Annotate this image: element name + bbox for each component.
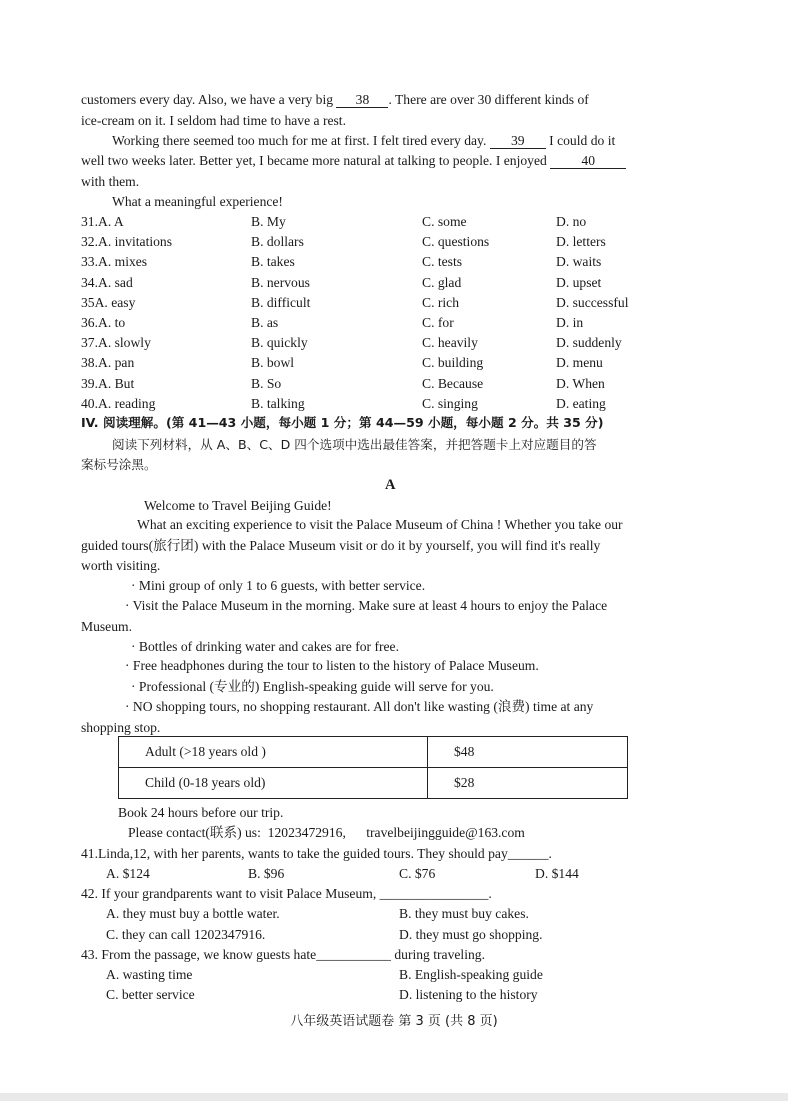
question-stem: 42. If your grandparents want to visit Palace Museum, ________________. <box>81 886 492 901</box>
question-number: 31. <box>81 214 98 229</box>
question-number: 33. <box>81 254 98 270</box>
bullet-item-cont: Museum. <box>81 619 132 634</box>
cloze-option-c: C. tests <box>422 254 463 270</box>
cloze-text: customers every day. Also, we have a very big <box>81 92 334 107</box>
cloze-option-d: D. suddenly <box>556 335 622 351</box>
cloze-option-a <box>81 395 155 413</box>
price-table <box>118 736 628 799</box>
question-number: 38. <box>81 355 98 371</box>
cloze-option-a <box>81 334 151 352</box>
table-row <box>119 737 628 768</box>
cloze-option-a <box>81 253 147 271</box>
table-cell: Child (0-18 years old) <box>119 768 428 799</box>
question-option: B. they must buy cakes. <box>399 906 529 921</box>
cloze-line-2: ice-cream on it. I seldom had time to have a rest. <box>81 113 346 128</box>
bullet-item: · Mini group of only 1 to 6 guests, with better service. <box>131 578 426 593</box>
option-text: A. mixes <box>98 254 148 270</box>
cloze-text: . There are over 30 different kinds of <box>388 92 589 107</box>
cloze-text: Working there seemed too much for me at first. I felt tired every day. <box>112 133 487 148</box>
bullet-item: · Bottles of drinking water and cakes are for free. <box>131 639 399 654</box>
question-option: C. they can call 1202347916. <box>106 927 266 942</box>
blank-40: 40 <box>550 153 626 169</box>
bullet-item: · Visit the Palace Museum in the morning. Make sure at least 4 hours to enjoy the Palace <box>125 598 608 613</box>
question-stem: 43. From the passage, we know guests hate___________ during traveling. <box>81 947 485 962</box>
blank-38: 38 <box>336 92 388 108</box>
option-text: A. A <box>98 214 124 229</box>
question-option: A. they must buy a bottle water. <box>106 906 280 921</box>
cloze-line-5: with them. <box>81 174 140 189</box>
cloze-line-1 <box>81 91 589 109</box>
cloze-option-c: C. Because <box>422 375 484 391</box>
cloze-option-b: B. as <box>251 315 279 330</box>
cloze-line-3 <box>112 132 615 150</box>
passage-label: A <box>385 477 396 493</box>
cloze-option-b: B. quickly <box>251 335 308 351</box>
cloze-option-d: D. successful <box>556 294 629 310</box>
question-option: A. wasting time <box>106 967 193 982</box>
cloze-text: I could do it <box>549 133 616 148</box>
cloze-option-a <box>81 375 134 393</box>
booking-note: Book 24 hours before our trip. <box>118 805 284 820</box>
bullet-item: · NO shopping tours, no shopping restaurant. All don't like wasting (浪费) time at any <box>125 699 594 714</box>
blank-39: 39 <box>490 133 546 149</box>
table-cell: $28 <box>428 768 628 799</box>
section-heading <box>81 414 604 432</box>
question-option: D. listening to the history <box>399 987 538 1002</box>
option-text: A. sad <box>98 274 133 290</box>
bullet-item-cont: shopping stop. <box>81 720 161 735</box>
option-text: A. slowly <box>98 335 151 351</box>
table-cell: $48 <box>428 737 628 768</box>
cloze-option-b: B. So <box>251 375 282 391</box>
question-stem: 41.Linda,12, with her parents, wants to take the guided tours. They should pay______. <box>81 846 552 861</box>
passage-line: guided tours(旅行团) with the Palace Museum visit or do it by yourself, you will find it's really <box>81 538 601 553</box>
cloze-option-b: B. dollars <box>251 234 304 250</box>
question-number: 40. <box>81 395 98 411</box>
cloze-option-d: D. letters <box>556 234 606 250</box>
cloze-option-b: B. takes <box>251 254 295 270</box>
contact-line: Please contact(联系) us: 12023472916, travelbeijingguide@163.com <box>128 825 525 840</box>
section-instruction-2: 案标号涂黑。 <box>81 457 157 472</box>
bullet-item: · Professional (专业的) English-speaking guide will serve for you. <box>131 679 494 694</box>
cloze-option-d: D. in <box>556 315 584 330</box>
cloze-option-b: B. talking <box>251 395 305 411</box>
question-number: 34. <box>81 274 98 290</box>
cloze-option-b: B. My <box>251 214 286 229</box>
question-option: C. better service <box>106 987 195 1002</box>
question-option: B. English-speaking guide <box>399 967 543 982</box>
cloze-option-d: D. waits <box>556 254 602 270</box>
option-text: A. pan <box>98 355 135 371</box>
table-cell: Adult (>18 years old ) <box>119 737 428 768</box>
question-number: 35 <box>81 294 95 310</box>
cloze-option-b: B. nervous <box>251 274 310 290</box>
passage-line: worth visiting. <box>81 558 161 573</box>
cloze-option-c: C. for <box>422 315 454 330</box>
question-option: D. they must go shopping. <box>399 927 543 942</box>
option-text: A. But <box>98 375 135 391</box>
cloze-option-d: D. menu <box>556 355 603 371</box>
cloze-option-b: B. difficult <box>251 294 311 310</box>
question-number: 39. <box>81 375 98 391</box>
cloze-option-c: C. some <box>422 214 467 229</box>
bullet-item: · Free headphones during the tour to listen to the history of Palace Museum. <box>125 658 539 673</box>
question-option: C. $76 <box>399 866 436 881</box>
scan-edge <box>0 1093 788 1101</box>
cloze-option-d: D. When <box>556 375 605 391</box>
question-number: 36. <box>81 315 98 330</box>
cloze-option-a <box>81 314 125 332</box>
page-footer: 八年级英语试题卷 第 3 页 (共 8 页) <box>290 1014 498 1029</box>
cloze-option-c: C. rich <box>422 294 459 310</box>
question-number: 32. <box>81 234 98 250</box>
cloze-option-c: C. glad <box>422 274 462 290</box>
passage-line: What an exciting experience to visit the Palace Museum of China ! Whether you take our <box>137 517 623 532</box>
cloze-line-6: What a meaningful experience! <box>112 194 283 209</box>
option-text: A. to <box>98 315 126 330</box>
option-text: A. reading <box>98 395 156 411</box>
section-instruction-1: 阅读下列材料，从 A、B、C、D 四个选项中选出最佳答案，并把答题卡上对应题目的答 <box>112 437 597 452</box>
question-number: 37. <box>81 335 98 351</box>
cloze-option-a <box>81 274 133 292</box>
table-row <box>119 768 628 799</box>
question-option: D. $144 <box>535 866 579 881</box>
cloze-option-d: D. no <box>556 214 587 229</box>
cloze-option-a <box>81 213 124 231</box>
cloze-option-c: C. singing <box>422 395 478 411</box>
cloze-option-b: B. bowl <box>251 355 295 371</box>
question-option: A. $124 <box>106 866 150 881</box>
cloze-option-c: C. questions <box>422 234 490 250</box>
cloze-option-a <box>81 354 134 372</box>
section-heading-text: IV. 阅读理解。(第 41—43 小题，每小题 1 分；第 44—59 小题，每小题 2 分。共 35 分) <box>81 415 604 430</box>
cloze-option-a <box>81 233 172 251</box>
question-option: B. $96 <box>248 866 285 881</box>
cloze-text: well two weeks later. Better yet, I became more natural at talking to people. I enjoyed <box>81 153 547 168</box>
cloze-option-d: D. eating <box>556 395 606 411</box>
cloze-option-c: C. heavily <box>422 335 478 351</box>
cloze-option-c: C. building <box>422 355 484 371</box>
option-text: A. easy <box>94 294 136 310</box>
option-text: A. invitations <box>98 234 173 250</box>
passage-title: Welcome to Travel Beijing Guide! <box>144 498 332 513</box>
cloze-option-d: D. upset <box>556 274 602 290</box>
cloze-option-a <box>81 294 135 312</box>
cloze-line-4 <box>81 152 626 170</box>
